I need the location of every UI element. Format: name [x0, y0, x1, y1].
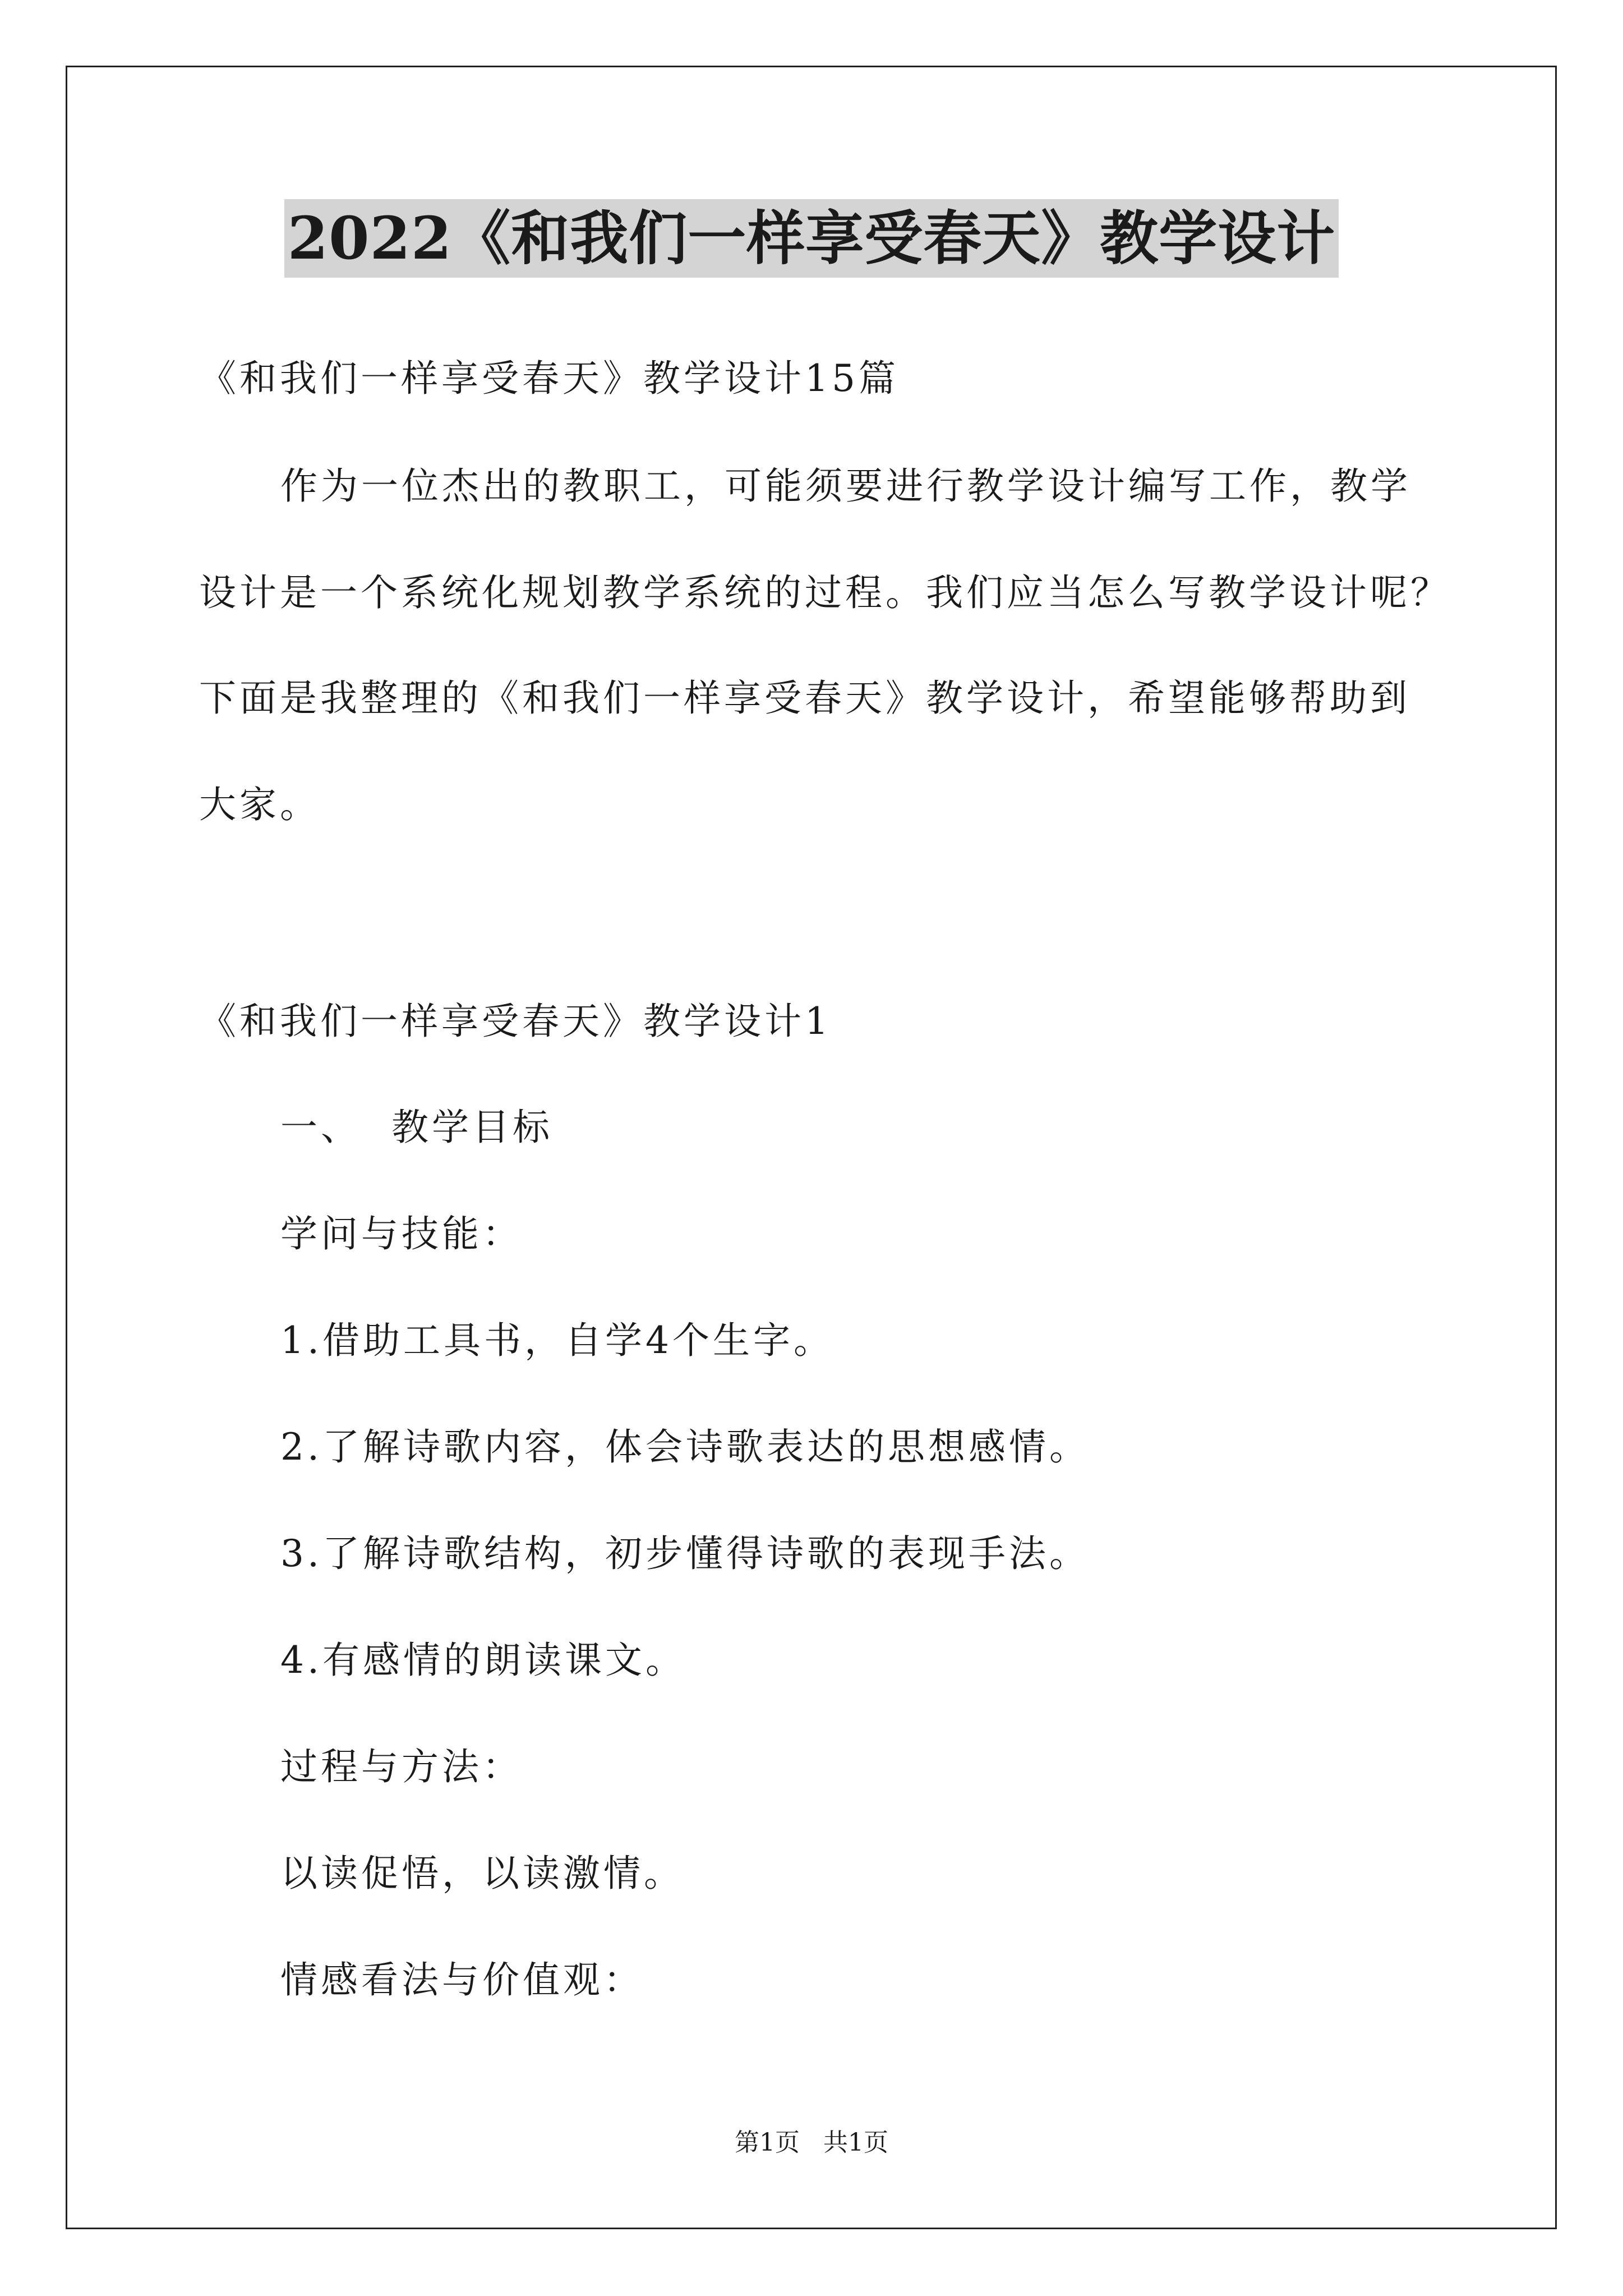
intro-line-1: 作为一位杰出的教职工，可能须要进行教学设计编写工作，教学 [280, 464, 1411, 508]
section-heading: 《和我们一样享受春天》教学设计1 [199, 1000, 832, 1043]
part-heading: 一、 教学目标 [280, 1106, 553, 1149]
page-footer: 第1页 共1页 [735, 2128, 888, 2157]
process-heading: 过程与方法： [280, 1745, 523, 1788]
objective-item: 4.有感情的朗读课文。 [280, 1639, 686, 1682]
knowledge-heading: 学问与技能： [280, 1212, 523, 1255]
intro-line-3: 下面是我整理的《和我们一样享受春天》教学设计，希望能够帮助到 [199, 677, 1410, 720]
objective-item: 1.借助工具书，自学4个生字。 [280, 1319, 834, 1362]
document-subtitle: 《和我们一样享受春天》教学设计15篇 [199, 357, 899, 400]
objective-item: 2.了解诗歌内容，体会诗歌表达的思想感情。 [280, 1425, 1090, 1469]
intro-line-4: 大家。 [199, 783, 320, 826]
process-text: 以读促悟，以读激情。 [280, 1852, 684, 1895]
objective-item: 3.了解诗歌结构，初步懂得诗歌的表现手法。 [280, 1532, 1090, 1575]
intro-line-2: 设计是一个系统化规划教学系统的过程。我们应当怎么写教学设计呢？ [199, 571, 1451, 614]
values-heading: 情感看法与价值观： [280, 1958, 644, 2001]
document-title: 2022《和我们一样享受春天》教学设计 [284, 199, 1339, 278]
title-container [0, 199, 1623, 278]
